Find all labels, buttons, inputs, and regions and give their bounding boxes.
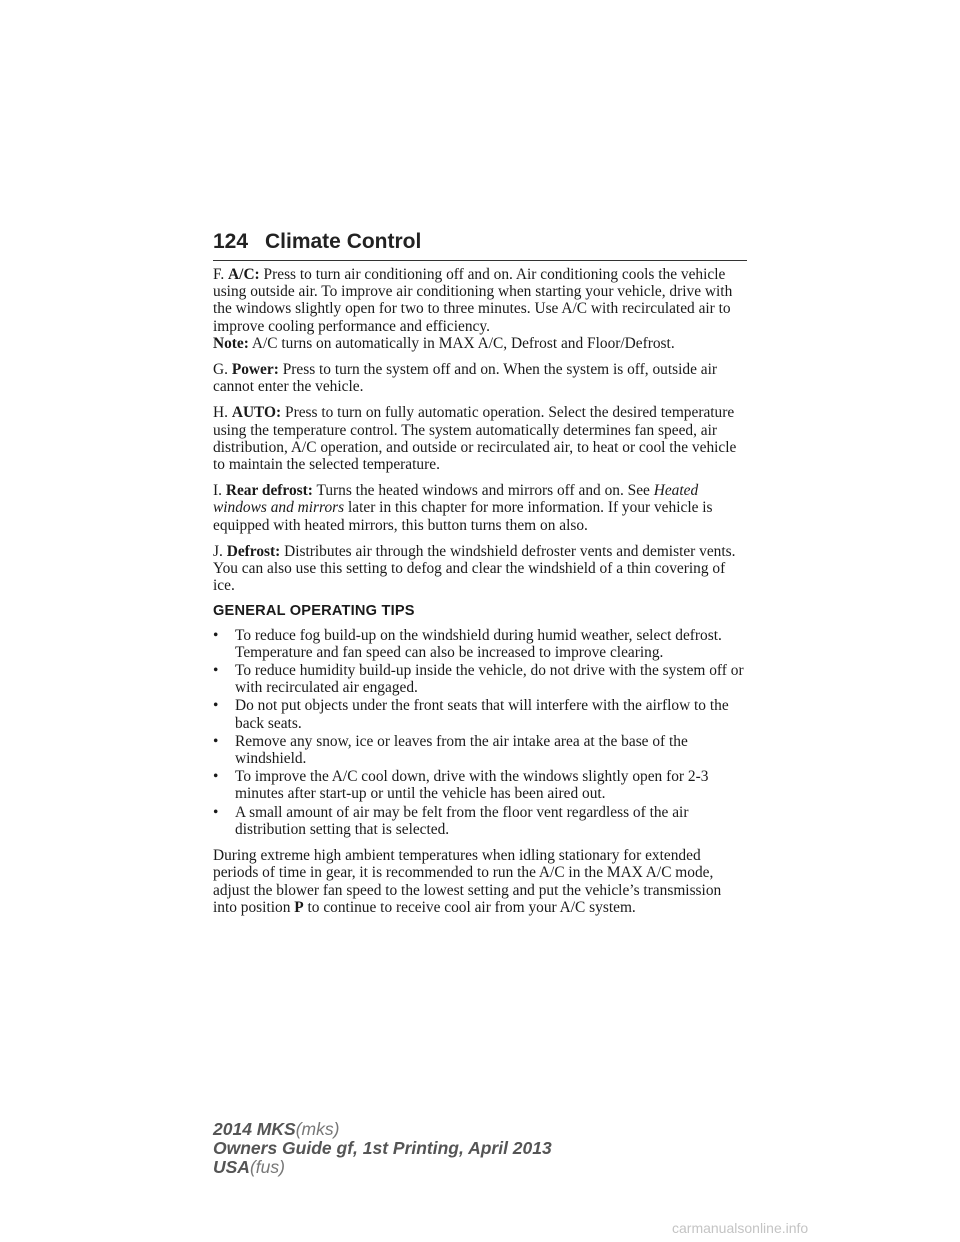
page-title: Climate Control: [265, 230, 422, 253]
item-term: AUTO:: [231, 404, 282, 422]
closing-paragraph: During extreme high ambient temperatures when idling stationary for extended periods of time in gear, it is recommended to run the A/C in the MAX A/C mode, adjust the blower fan speed to the lowest setting and put the vehicle’s transmission into position P to continue to receive cool air from your A/C system.: [213, 847, 722, 916]
item-letter: I.: [213, 482, 222, 500]
item-text: Press to turn the system off and on. When the system is off, outside air cannot enter the vehicle.: [213, 361, 717, 396]
item-text: Press to turn on fully automatic operation. Select the desired temperature using the temperature control. The system automatically determines fan speed, air distribution, A/C operation, and outside or recirculated air, to heat or cool the vehicle to maintain the selected temperature.: [213, 404, 737, 474]
page-header: [213, 228, 747, 261]
page-footer: [213, 1120, 552, 1177]
item-term: A/C:: [228, 266, 260, 283]
item-g: [213, 361, 748, 395]
item-text: Turns the heated windows and mirrors off and on. See: [316, 482, 654, 500]
item-h: [213, 404, 748, 473]
item-term: Rear defrost:: [225, 482, 313, 500]
list-item: • A small amount of air may be felt from the floor vent regardless of the air distribution setting that is selected.: [213, 803, 689, 838]
gear-position: P: [294, 898, 304, 916]
footer-line-1: 2014 MKS(mks): [213, 1119, 340, 1139]
item-f: [213, 266, 748, 335]
page-number: 124: [213, 230, 249, 253]
footer-line-2: Owners Guide gf, 1st Printing, April 2013: [213, 1138, 552, 1158]
bullet-icon: •: [213, 626, 219, 644]
item-letter: F.: [213, 266, 225, 283]
cross-reference-link: Heated windows and mirrors: [213, 482, 699, 517]
list-item: • Remove any snow, ice or leaves from the air intake area at the base of the windshield.: [213, 732, 688, 768]
item-i: [213, 482, 748, 534]
item-text: Distributes air through the windshield defroster vents and demister vents. You can also use this setting to defog and clear the windshield of a thin covering of ice.: [213, 542, 736, 595]
tips-list: [213, 627, 748, 838]
item-letter: J.: [213, 542, 223, 560]
item-j: [213, 543, 748, 595]
note: [213, 335, 748, 352]
list-item: • Do not put objects under the front seats that will interfere with the airflow to the back seats.: [213, 697, 729, 732]
page-content: [213, 266, 748, 925]
list-item: • To reduce humidity build-up inside the vehicle, do not drive with the system off or with recirculated air engaged.: [213, 662, 744, 697]
footer-line-3: USA(fus): [213, 1157, 285, 1177]
item-term: Defrost:: [226, 542, 281, 560]
bullet-icon: •: [213, 732, 219, 750]
item-text: later in this chapter for more information. If your vehicle is equipped with heated mirrors, this button turns them on also.: [213, 499, 713, 534]
note-text: A/C turns on automatically in MAX A/C, Defrost and Floor/Defrost.: [251, 334, 675, 352]
item-text: Press to turn air conditioning off and on. Air conditioning cools the vehicle using outside air. To improve air conditioning when starting your vehicle, drive with the windows slightly open for two to three minutes. Use A/C with recirculated air to improve cooling performance and efficiency.: [213, 266, 733, 335]
bullet-icon: •: [213, 662, 219, 680]
item-letter: G.: [213, 361, 228, 379]
list-item: • To reduce fog build-up on the windshield during humid weather, select defrost. Temperature and fan speed can also be increased to improve clearing.: [213, 626, 722, 661]
item-letter: H.: [213, 404, 228, 422]
bullet-icon: •: [213, 768, 219, 786]
watermark: carmanualsonline.info: [672, 1220, 809, 1236]
item-term: Power:: [231, 361, 279, 379]
bullet-icon: •: [213, 803, 219, 821]
section-heading: GENERAL OPERATING TIPS: [213, 603, 415, 620]
list-item: • To improve the A/C cool down, drive with the windows slightly open for 2-3 minutes after start-up or until the vehicle has been aired out.: [213, 768, 709, 803]
bullet-icon: •: [213, 697, 219, 715]
note-label: Note:: [213, 334, 249, 352]
